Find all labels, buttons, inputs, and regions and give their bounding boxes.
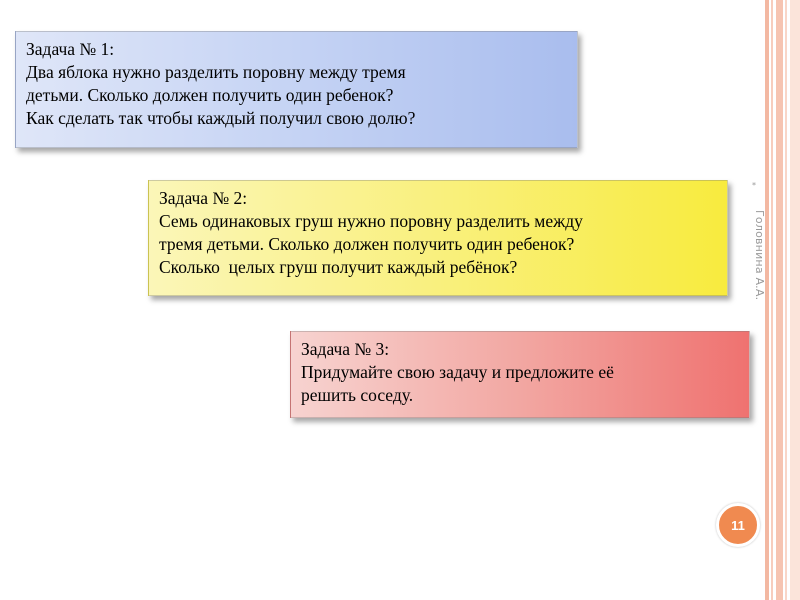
decorative-stripe <box>771 0 773 600</box>
task-1-box <box>15 31 578 148</box>
task-1-text-line: Два яблока нужно разделить поровну между тремя <box>26 62 406 82</box>
task-1-text-line: Как сделать так чтобы каждый получил свою долю? <box>26 108 416 128</box>
task-2-text-line: тремя детьми. Сколько должен получить один ребенок? <box>159 234 575 254</box>
page-number-badge: 11 <box>716 503 760 547</box>
task-2-text-line: Семь одинаковых груш нужно поровну разделить между <box>159 211 583 231</box>
task-3-title: Задача № 3: <box>301 339 390 359</box>
author-caption: Головнина А.А. <box>753 210 766 301</box>
decorative-stripe <box>776 0 783 600</box>
task-2-text-line: Сколько целых груш получит каждый ребёнок? <box>159 257 518 277</box>
decorative-stripe <box>790 0 800 600</box>
task-3-text-line: Придумайте свою задачу и предложите её <box>301 362 614 382</box>
side-marker: * <box>752 181 756 190</box>
task-2-title: Задача № 2: <box>159 188 248 208</box>
task-3-text-line: решить соседу. <box>301 385 414 405</box>
task-2-box <box>148 180 728 296</box>
task-3-box <box>290 331 750 418</box>
decorative-stripe <box>785 0 787 600</box>
task-1-text-line: детьми. Сколько должен получить один ребенок? <box>26 85 394 105</box>
task-1-title: Задача № 1: <box>26 39 115 59</box>
